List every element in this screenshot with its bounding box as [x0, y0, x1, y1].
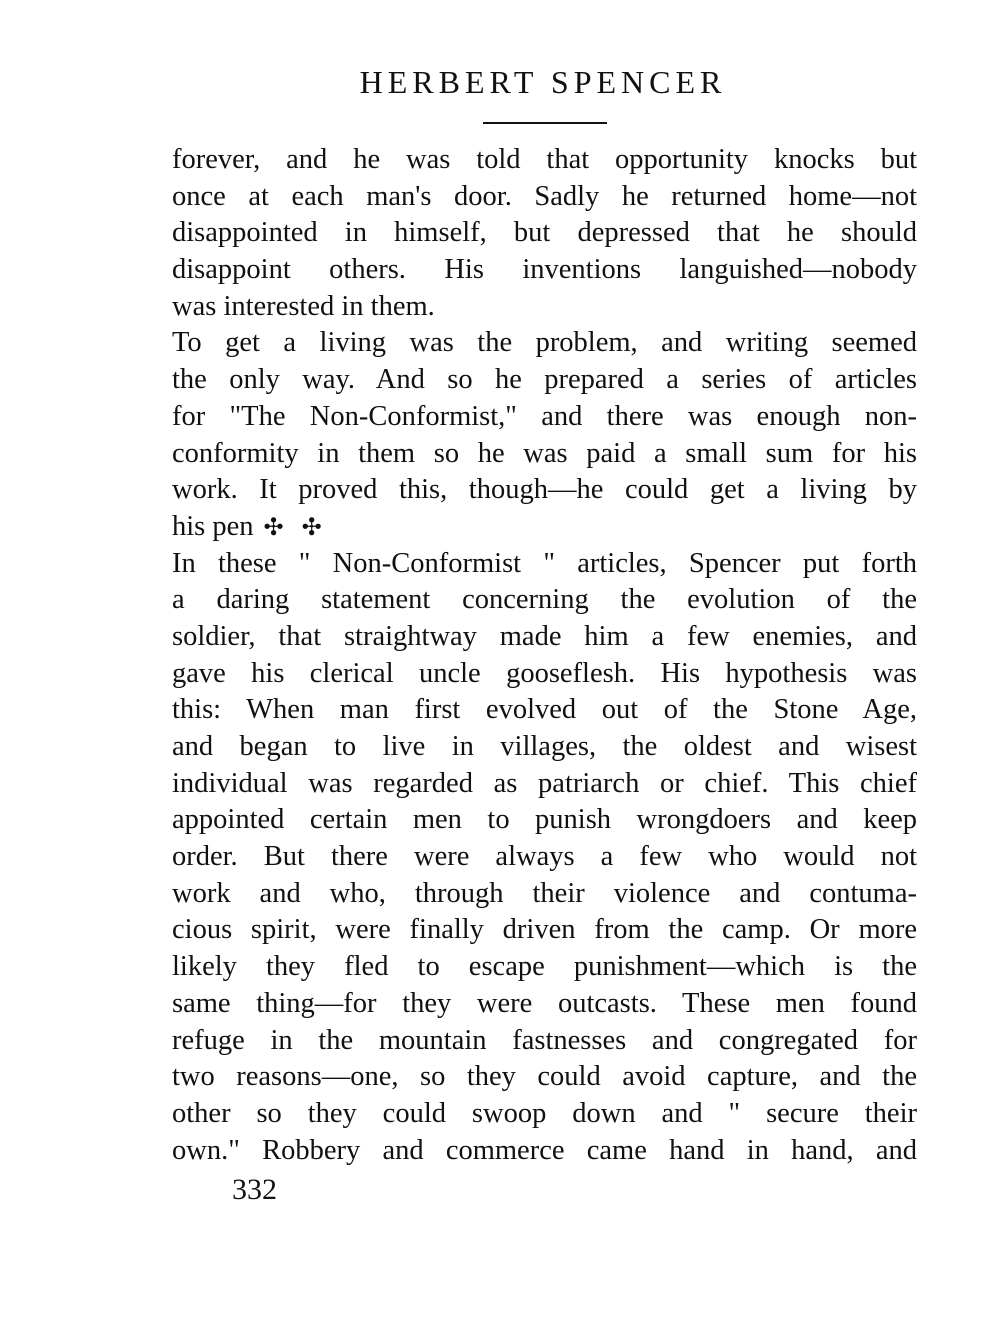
- text-fragment: his pen: [172, 510, 254, 542]
- text-line: order. But there were always a few who would not: [172, 841, 917, 873]
- text-line: individual was regarded as patriarch or chief. This chief: [172, 767, 917, 799]
- text-line: In these " Non-Conformist " articles, Spencer put forth: [172, 547, 917, 579]
- text-line: likely they fled to escape punishment—which is the: [172, 951, 917, 983]
- text-line: refuge in the mountain fastnesses and congregated for: [172, 1024, 917, 1056]
- text-line: forever, and he was told that opportunity knocks but: [172, 144, 917, 175]
- text-line: other so they could swoop down and " secure their: [172, 1097, 917, 1129]
- text-line: conformity in them so he was paid a small sum for his: [172, 437, 917, 469]
- text-line: two reasons—one, so they could avoid capture, and the: [172, 1061, 917, 1093]
- text-line: the only way. And so he prepared a series of articles: [172, 364, 917, 396]
- text-line-with-ornament: [172, 509, 917, 546]
- text-line: own." Robbery and commerce came hand in hand, and: [172, 1134, 917, 1166]
- text-line: was interested in them.: [172, 290, 435, 322]
- text-line: gave his clerical uncle gooseflesh. His hypothesis was: [172, 657, 917, 689]
- text-line: disappointed in himself, but depressed that he should: [172, 217, 917, 249]
- ornament-icon: ✣ ✣: [263, 514, 328, 541]
- running-head: HERBERT SPENCER: [359, 64, 727, 100]
- text-line: disappoint others. His inventions languished—nobody: [172, 254, 917, 286]
- text-line: soldier, that straightway made him a few enemies, and: [172, 620, 917, 652]
- text-line: this: When man first evolved out of the Stone Age,: [172, 694, 917, 726]
- text-line: for "The Non-Conformist," and there was enough non-: [172, 400, 917, 432]
- text-line: and began to live in villages, the oldest and wisest: [172, 731, 917, 762]
- text-line: once at each man's door. Sadly he returned home—not: [172, 180, 917, 212]
- text-line: cious spirit, were finally driven from the camp. Or more: [172, 914, 917, 946]
- header-rule: [483, 122, 607, 124]
- text-line: appointed certain men to punish wrongdoers and keep: [172, 804, 917, 836]
- body-text: [172, 142, 917, 1169]
- text-line: a daring statement concerning the evolution of the: [172, 584, 917, 616]
- text-line: same thing—for they were outcasts. These men found: [172, 987, 917, 1019]
- text-line: work and who, through their violence and contuma-: [172, 877, 917, 909]
- text-line: work. It proved this, though—he could get a living by: [172, 474, 917, 506]
- text-line: To get a living was the problem, and writing seemed: [172, 327, 917, 359]
- page-number: 332: [232, 1173, 277, 1206]
